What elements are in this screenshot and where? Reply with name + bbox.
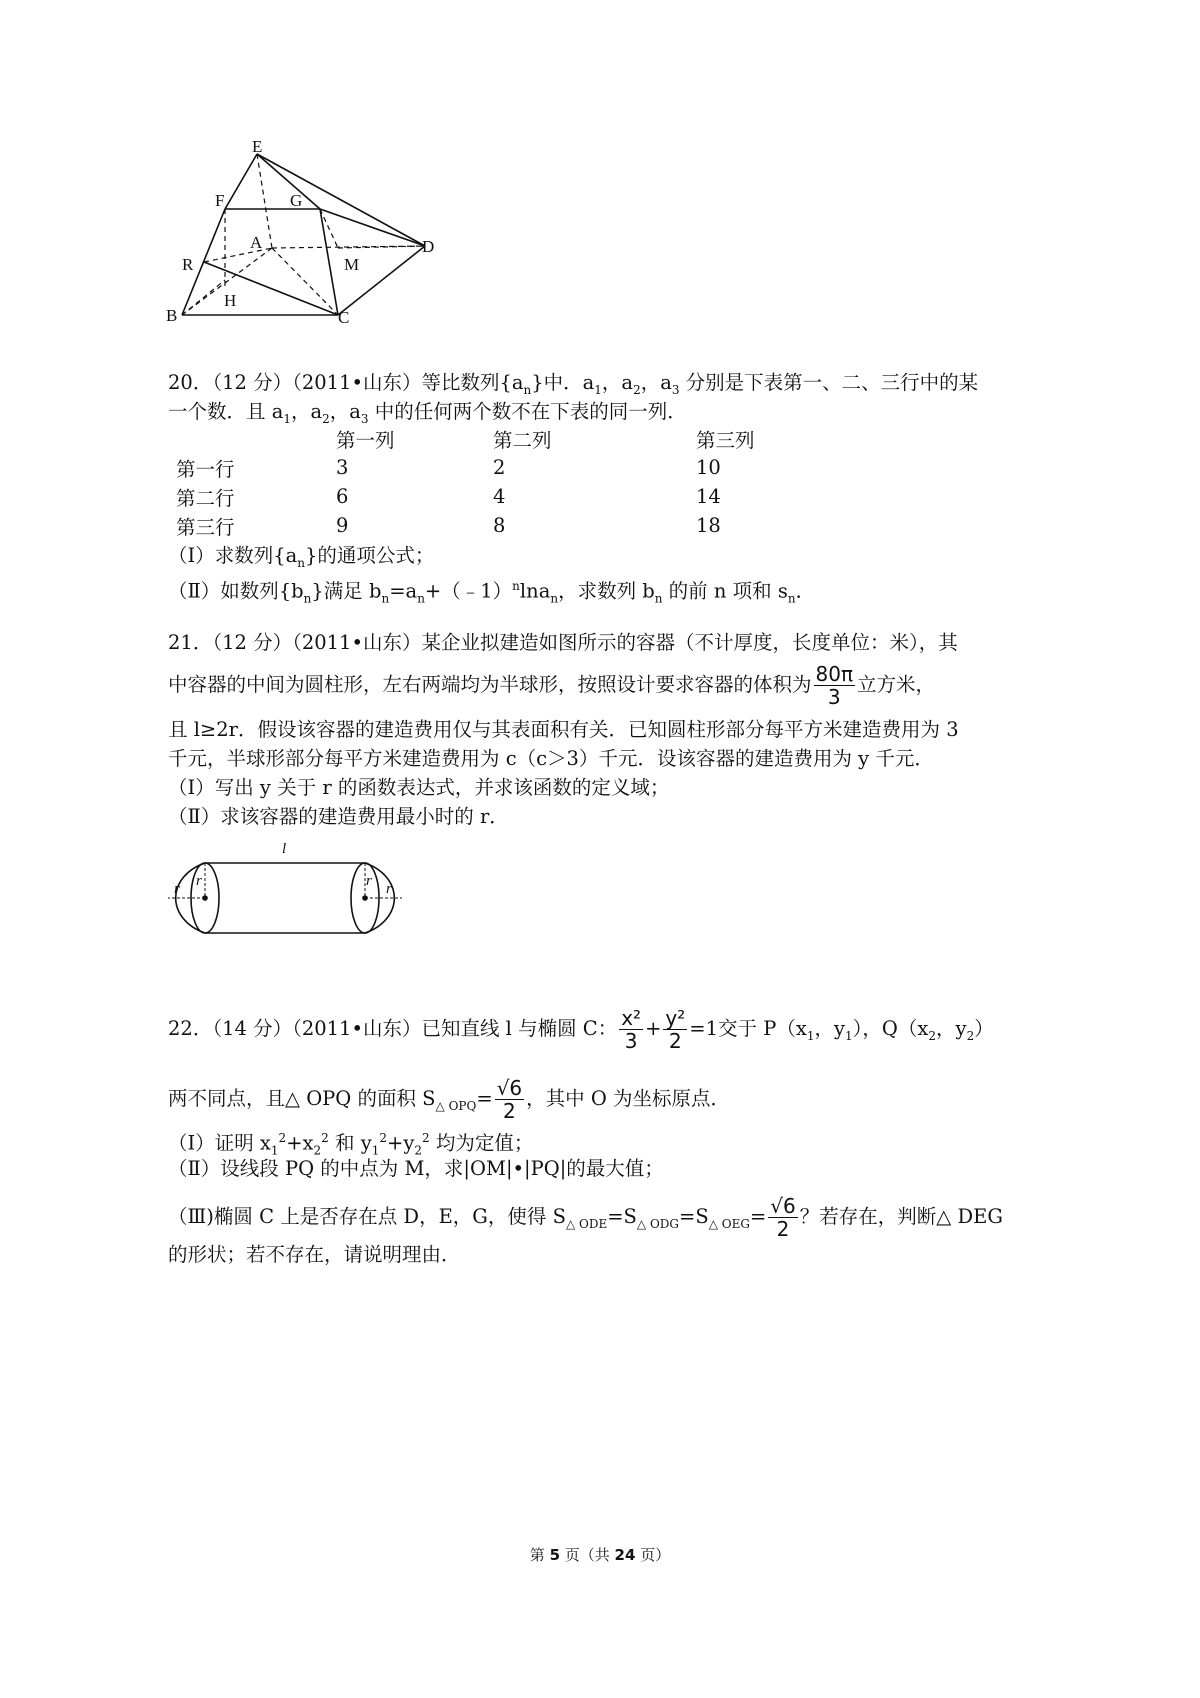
table-cell: 3 bbox=[336, 456, 349, 479]
row-header: 第一行 bbox=[176, 457, 235, 481]
label-l: l bbox=[282, 841, 287, 857]
label-r-right: r bbox=[386, 881, 392, 897]
table-cell: 10 bbox=[696, 456, 721, 479]
q22-line-2: 两不同点，且△ OPQ 的面积 $S_{\triangle OPQ}=$ $\frac{√6}{2}$ ，其中 O 为坐标原点． bbox=[168, 1076, 731, 1123]
container-figure bbox=[160, 838, 410, 938]
q20-part-2: （Ⅱ）如数列$\{b_n\}$满足 $b_n=a_n+(﹣1)^n\ln a_n$，求数列 $b_n$ 的前 n 项和 $s_n$． bbox=[168, 579, 816, 606]
fraction-y2-over-2: $\frac{\text{y²}}{2}$ bbox=[665, 1006, 686, 1053]
row-header: 第三行 bbox=[176, 515, 235, 539]
table-cell: 18 bbox=[696, 514, 721, 537]
page-footer: 第 5 页（共 24 页） bbox=[529, 1546, 671, 1564]
label-B: B bbox=[166, 306, 178, 325]
q20-line-2: 一个数．且 $a_1$，$a_2$，$a_3$ 中的任何两个数不在下表的同一列． bbox=[168, 400, 687, 426]
label-H: H bbox=[224, 291, 237, 310]
q21-line-3: 且 l≥2r．假设该容器的建造费用仅与其表面积有关．已知圆柱形部分每平方米建造费用为 3 bbox=[168, 718, 959, 741]
label-D: D bbox=[422, 237, 435, 256]
q21-line-1: 21．（12 分）（2011•山东）某企业拟建造如图所示的容器（不计厚度，长度单位：米），其 bbox=[168, 631, 958, 654]
fraction-sqrt6-over-2-b: $\frac{√6}{2}$ bbox=[770, 1194, 796, 1241]
fraction-80pi-over-3: $\frac{80\pi}{3}$ bbox=[815, 662, 854, 709]
q21-line-2: 中容器的中间为圆柱形，左右两端均为半球形，按照设计要求容器的体积为 $\frac{80\pi}{3}$ 立方米， bbox=[168, 662, 936, 709]
label-M: M bbox=[344, 255, 360, 274]
label-A: A bbox=[250, 233, 263, 252]
label-C: C bbox=[338, 308, 350, 327]
table-row bbox=[176, 482, 755, 511]
table-row bbox=[176, 453, 755, 482]
page-number: 5 bbox=[549, 1546, 560, 1564]
label-r-right-inner: r bbox=[366, 873, 372, 889]
q20-table bbox=[176, 424, 755, 540]
q22-line-last: 的形状；若不存在，请说明理由． bbox=[168, 1243, 461, 1266]
table-cell: 6 bbox=[336, 485, 349, 508]
q22-part-2: （Ⅱ）设线段 PQ 的中点为 M，求|OM|•|PQ|的最大值； bbox=[168, 1157, 664, 1180]
page-total: 24 bbox=[614, 1546, 636, 1564]
table-cell: 2 bbox=[493, 456, 506, 479]
q20-part-1: （Ⅰ）求数列$\{a_n\}$的通项公式； bbox=[168, 544, 435, 570]
column-header: 第一列 bbox=[336, 428, 395, 452]
fraction-sqrt6-over-2: $\frac{√6}{2}$ bbox=[496, 1076, 523, 1123]
edge-EG bbox=[257, 154, 320, 209]
table-cell: 9 bbox=[336, 514, 349, 537]
table-header-row bbox=[176, 424, 755, 453]
q21-line-4: 千元，半球形部分每平方米建造费用为 c（c＞3）千元．设该容器的建造费用为 y 千元． bbox=[168, 747, 934, 770]
q21-line-6: （Ⅱ）求该容器的建造费用最小时的 r． bbox=[168, 805, 509, 828]
row-header: 第二行 bbox=[176, 486, 235, 510]
label-r-left: r bbox=[174, 881, 180, 897]
label-F: F bbox=[215, 191, 225, 210]
q22-part-3: （Ⅲ)椭圆 C 上是否存在点 D，E，G，使得 $S_{\triangle ODE}=S_{\triangle ODG}=S_{\triangle OEG}=$ $\frac{√6}{2}$ ？若存在，判断△ DEG bbox=[168, 1194, 1003, 1241]
label-R: R bbox=[182, 255, 194, 274]
geometry-figure bbox=[160, 140, 450, 355]
fraction-x2-over-3: $\frac{\text{x²}}{3}$ bbox=[621, 1006, 642, 1053]
q22-line-1: 22．（14 分）（2011•山东）已知直线 l 与椭圆 C： $\frac{\text{x²}}{3}$ + $\frac{\text{y²}}{2}$ =1交于 $P(x_1$，$y_1$），$Q(x_2$，$y_2$） bbox=[168, 1006, 994, 1053]
label-r-left-inner: r bbox=[196, 873, 202, 889]
label-G: G bbox=[290, 191, 303, 210]
q21-line-5: （Ⅰ）写出 y 关于 r 的函数表达式，并求该函数的定义域； bbox=[168, 776, 670, 799]
q22-part-1: （Ⅰ）证明 $x_1^2+x_2^2$ 和 $y_1^2+y_2^2$ 均为定值； bbox=[168, 1131, 534, 1158]
table-cell: 8 bbox=[493, 514, 506, 537]
table-cell: 14 bbox=[696, 485, 721, 508]
column-header: 第二列 bbox=[493, 428, 552, 452]
table-cell: 4 bbox=[493, 485, 506, 508]
column-header: 第三列 bbox=[696, 428, 755, 452]
edge-EF bbox=[225, 154, 257, 209]
label-E: E bbox=[252, 140, 263, 156]
table-row bbox=[176, 511, 755, 540]
q20-line-1: 20．（12 分）（2011•山东）等比数列$\{a_n\}$中．$a_1$，$a_2$，$a_3$ 分别是下表第一、二、三行中的某 bbox=[168, 371, 979, 397]
